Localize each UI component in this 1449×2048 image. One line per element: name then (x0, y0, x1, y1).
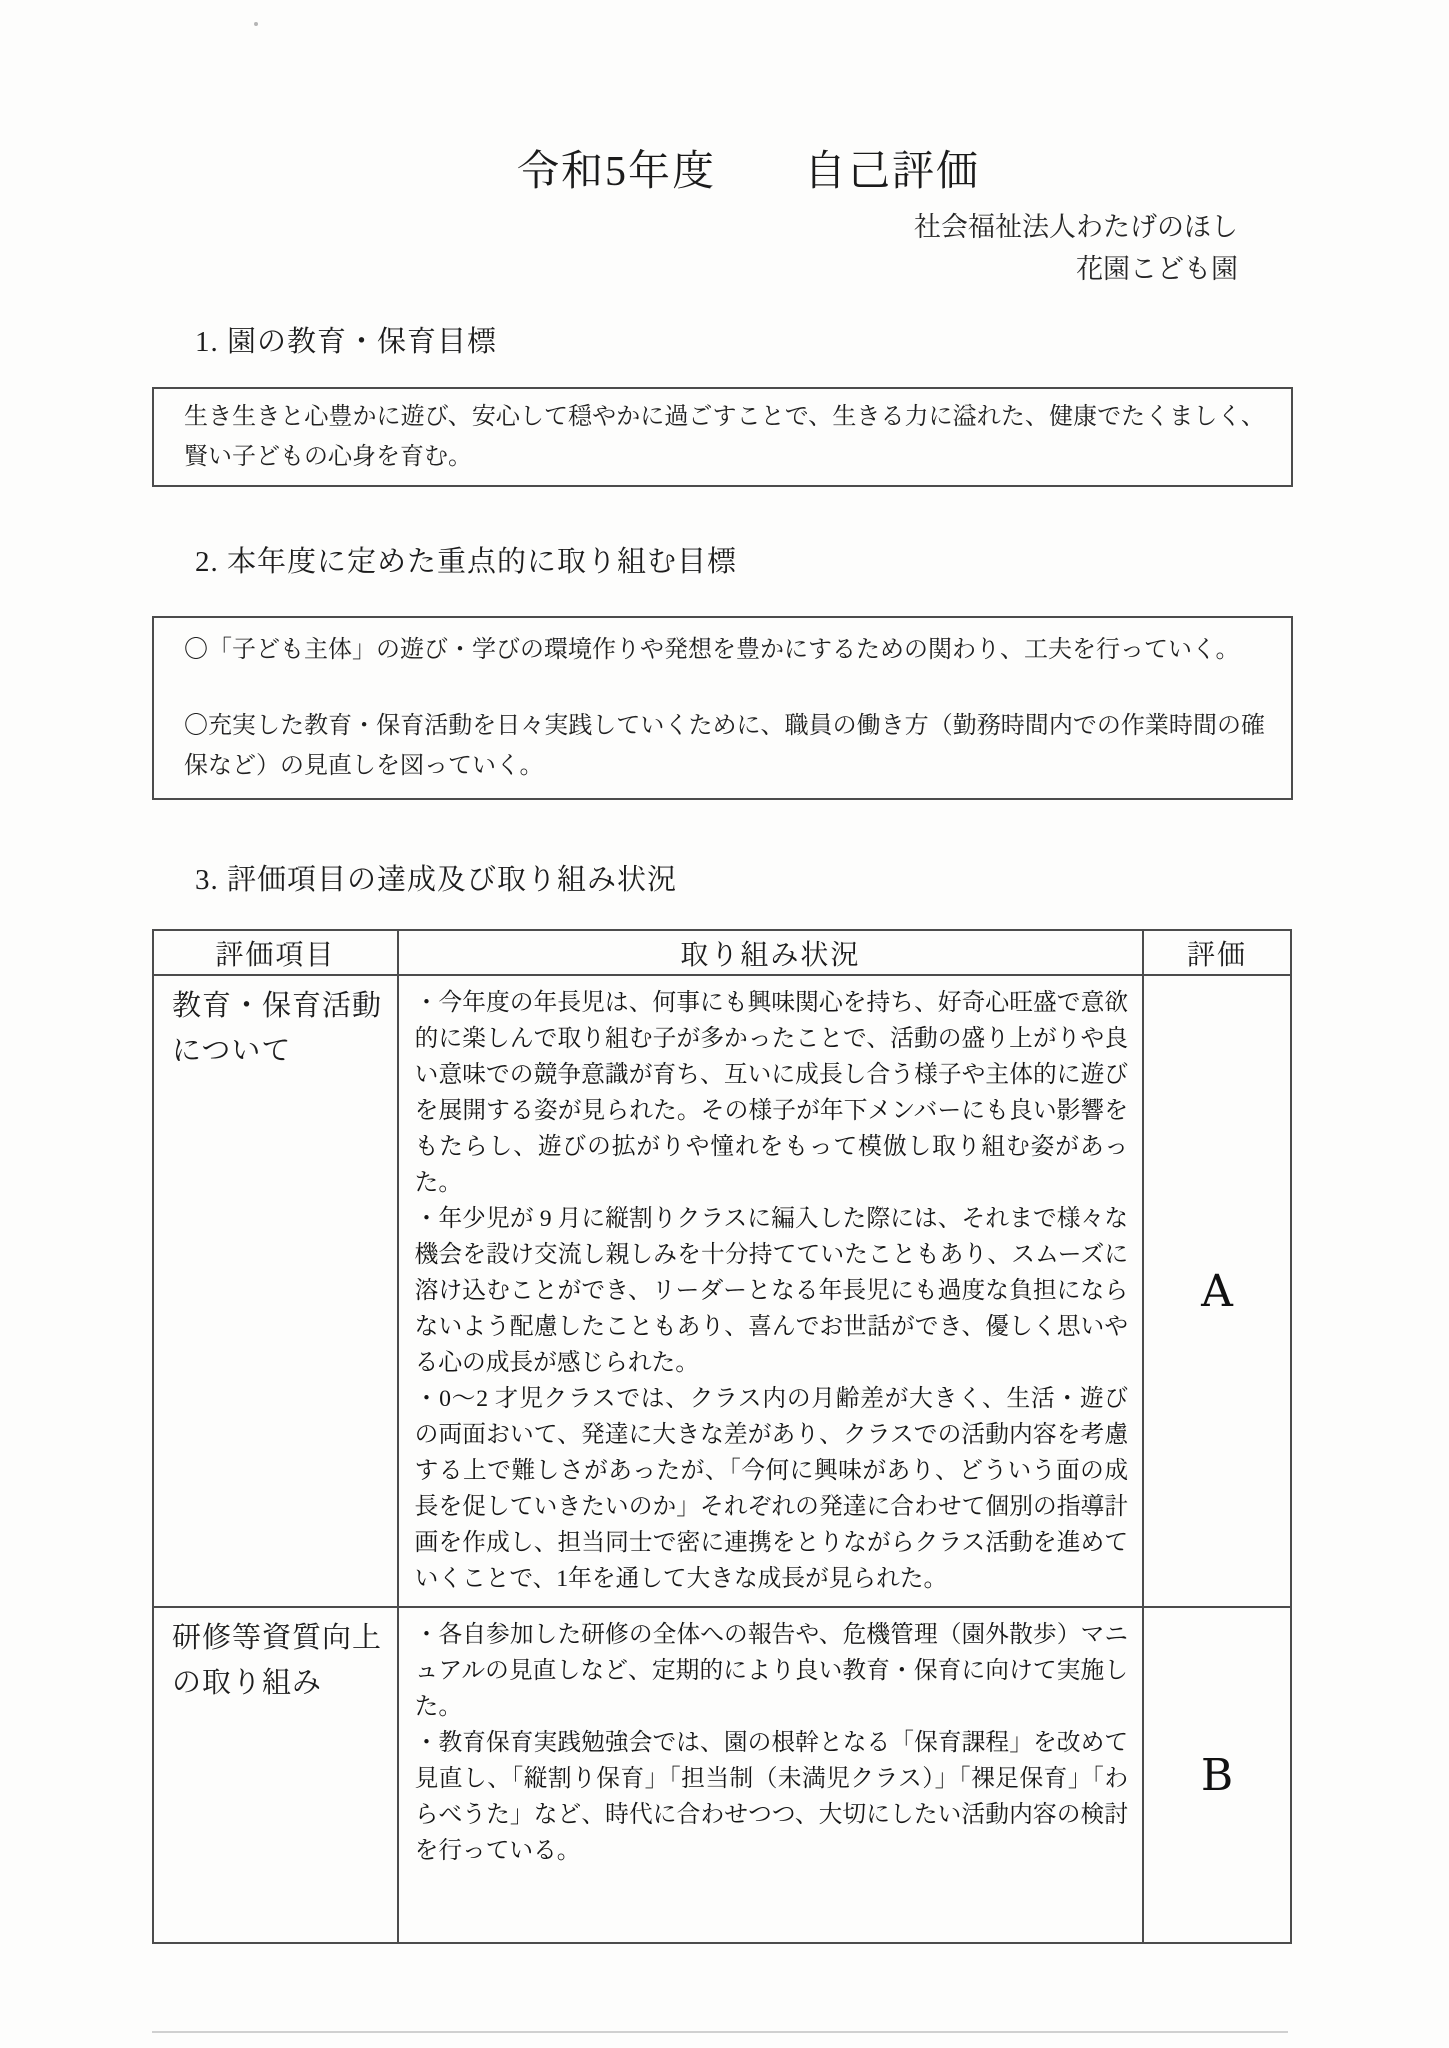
header-rating: 評価 (1143, 930, 1291, 975)
row1-detail-2: ・年少児が 9 月に縦割りクラスに編入した際には、それまで様々な機会を設け交流し親しみを十分持てていたこともあり、スムーズに溶け込むことができ、リーダーとなる年長児にも過度な負担にならないよう配慮したこともあり、喜んでお世話ができ、優しく思いやる心の成長が感じられた。 (414, 1206, 1129, 1376)
header-evaluation-item: 評価項目 (153, 930, 398, 975)
row1-details (398, 975, 1143, 1607)
row1-detail-1: ・今年度の年長児は、何事にも興味関心を持ち、好奇心旺盛で意欲的に楽しんで取り組む子が多かったことで、活動の盛り上がりや良い意味での競争意識が育ち、互いに成長し合う様子や主体的に遊びを展開する姿が見られた。その様子が年下メンバーにも良い影響をもたらし、遊びの拡がりや憧れをもって模倣し取り組む姿があった。 (414, 990, 1129, 1196)
table-header-row (153, 930, 1291, 975)
education-goal-text: 生き生きと心豊かに遊び、安心して穏やかに過ごすことで、生きる力に溢れた、健康でたくましく、賢い子どもの心身を育む。 (184, 404, 1265, 470)
section2-heading: 2. 本年度に定めた重点的に取り組む目標 (195, 546, 738, 578)
row2-item: 研修等資質向上の取り組み (153, 1607, 398, 1943)
organization-block (914, 206, 1238, 290)
row1-rating: A (1143, 975, 1291, 1607)
evaluation-table (152, 929, 1292, 1944)
row2-rating: B (1143, 1607, 1291, 1943)
facility-name: 花園こども園 (1076, 254, 1238, 284)
row2-details (398, 1607, 1143, 1943)
section1-heading: 1. 園の教育・保育目標 (195, 326, 498, 358)
row1-item: 教育・保育活動について (153, 975, 398, 1607)
table-row (153, 1607, 1291, 1943)
organization-name: 社会福祉法人わたげのほし (914, 212, 1238, 242)
education-goal-box (152, 387, 1293, 487)
row1-detail-3: ・0〜2 才児クラスでは、クラス内の月齢差が大きく、生活・遊びの両面おいて、発達に大きな差があり、クラスでの活動内容を考慮する上で難しさがあったが、「今何に興味があり、どういう面の成長を促していきたいのか」それぞれの発達に合わせて個別の指導計画を作成し、担当同士で密に連携をとりながらクラス活動を進めていくことで、1年を通して大きな成長が見られた。 (414, 1386, 1129, 1592)
priority-goal-2: 〇充実した教育・保育活動を日々実践していくために、職員の働き方（勤務時間内での作業時間の確保など）の見直しを図っていく。 (184, 713, 1265, 779)
document-title: 令和5年度 自己評価 (516, 149, 980, 195)
priority-goals-box (152, 616, 1293, 800)
priority-goal-1: 〇「子ども主体」の遊び・学びの環境作りや発想を豊かにするための関わり、工夫を行っていく。 (184, 637, 1240, 663)
row2-detail-2: ・教育保育実践勉強会では、園の根幹となる「保育課程」を改めて見直し、「縦割り保育」「担当制（未満児クラス）」「裸足保育」「わらべうた」など、時代に合わせつつ、大切にしたい活動内容の検討を行っている。 (414, 1730, 1129, 1864)
scan-artifact-line (152, 2031, 1288, 2033)
section3-heading: 3. 評価項目の達成及び取り組み状況 (195, 864, 678, 896)
table-row (153, 975, 1291, 1607)
scan-artifact-dot (254, 22, 258, 26)
row2-detail-1: ・各自参加した研修の全体への報告や、危機管理（園外散歩）マニュアルの見直しなど、定期的により良い教育・保育に向けて実施した。 (414, 1622, 1129, 1720)
header-initiative-status: 取り組み状況 (398, 930, 1143, 975)
